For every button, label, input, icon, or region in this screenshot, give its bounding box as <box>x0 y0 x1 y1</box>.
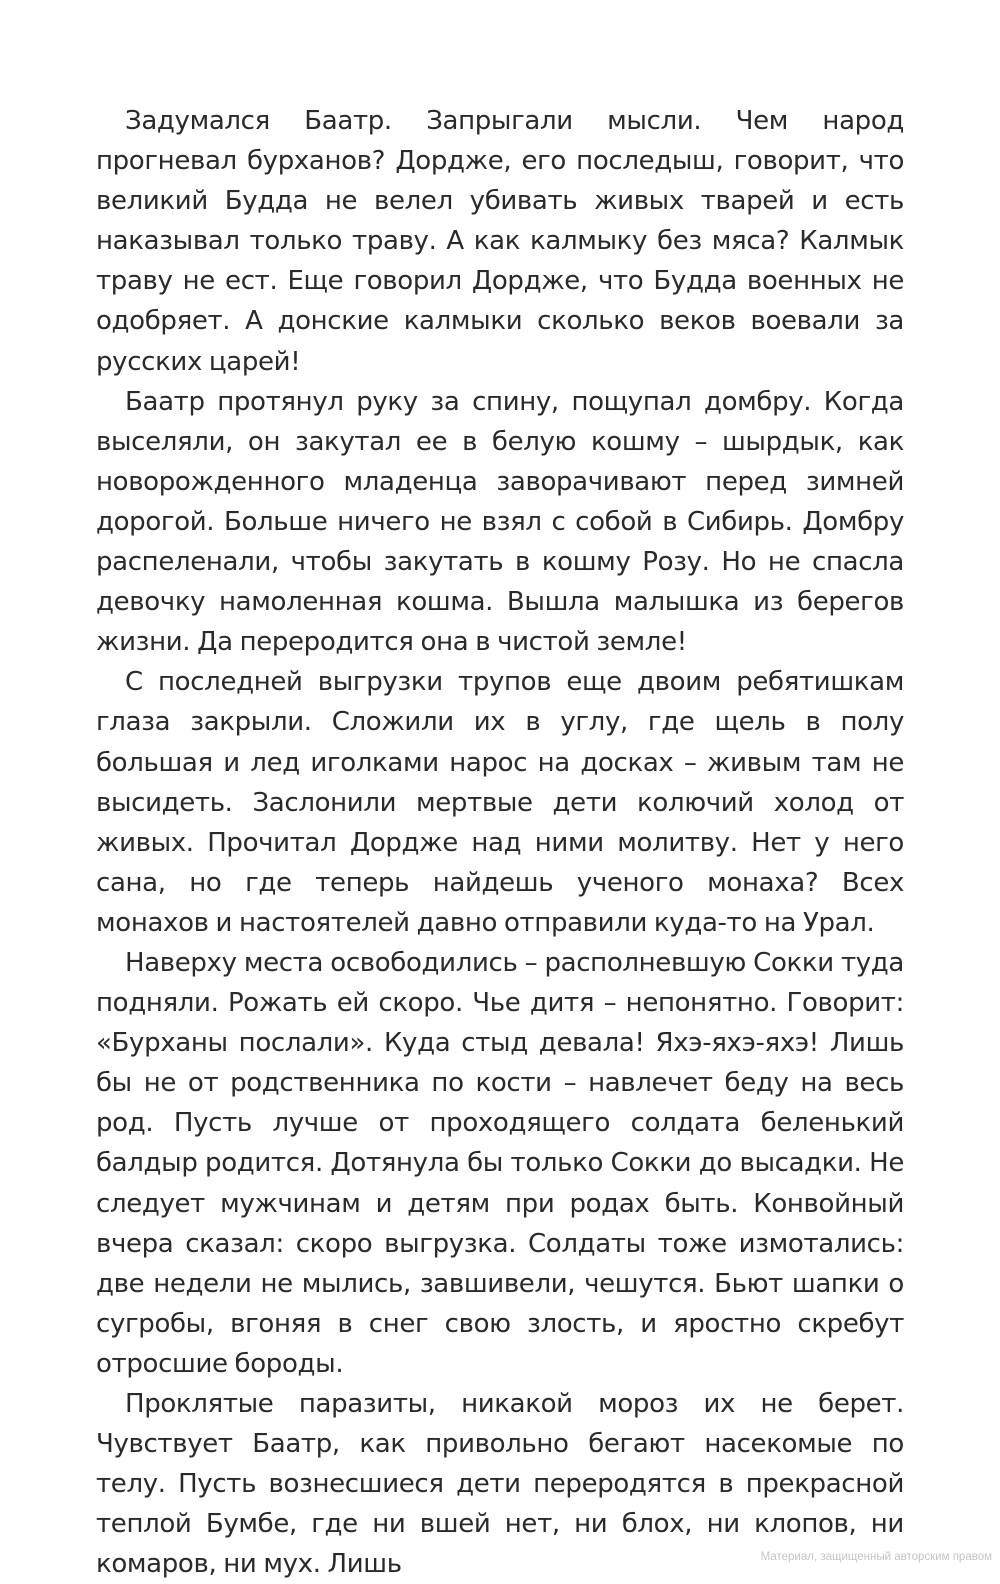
paragraph: Проклятые паразиты, никакой мороз их не берет. Чувствует Баатр, как привольно бегают насекомые по телу. Пусть вознесшиеся дети переродятся в прекрасной теплой Бумбе, где ни вшей нет, ни блох, ни клопов, ни комаров, ни мух. Лишь <box>96 1389 904 1580</box>
paragraph: Баатр протянул руку за спину, пощупал домбру. Когда выселяли, он закутал ее в белую кошму – шырдык, как новорожденного младенца заворачивают перед зимней дорогой. Больше ничего не взял с собой в Сибирь. Домбру распеленали, чтобы закутать в кошму Розу. Но не спасла девочку намоленная кошма. Вышла малышка из берегов жизни. Да переродится она в чистой земле! <box>96 386 904 658</box>
copyright-watermark: Материал, защищенный авторским правом <box>760 1551 992 1563</box>
paragraph: Задумался Баатр. Запрыгали мысли. Чем народ прогневал бурханов? Дордже, его последыш, говорит, что великий Будда не велел убивать живых тварей и есть наказывал только траву. А как калмыку без мяса? Калмык траву не ест. Еще говорил Дордже, что Будда военных не одобряет. А донские калмыки сколько веков воевали за русских царей! <box>96 106 904 377</box>
paragraph: Наверху места освободились – располневшую Сокки туда подняли. Рожать ей скоро. Чье дитя – непонятно. Говорит: «Бурханы послали». Куда стыд девала! Яхэ-яхэ-яхэ! Лишь бы не от родственника по кости – навлечет беду на весь род. Пусть лучше от проходящего солдата беленький балдыр родится. Дотянула бы только Сокки до высадки. Не следует мужчинам и детям при родах быть. Конвойный вчера сказал: скоро выгрузка. Солдаты тоже измотались: две недели не мылись, завшивели, чешутся. Бьют шапки о сугробы, вгоняя в снег свою злость, и яростно скребут отросшие бороды. <box>96 947 904 1379</box>
paragraph: С последней выгрузки трупов еще двоим ребятишкам глаза закрыли. Сложили их в углу, где щель в полу большая и лед иголками нарос на досках – живым там не высидеть. Заслонили мертвые дети колючий холод от живых. Прочитал Дордже над ними молитву. Нет у него сана, но где теперь найдешь ученого монаха? Всех монахов и настоятелей давно отправили куда-то на Урал. <box>96 667 904 938</box>
page-text <box>96 101 904 1584</box>
